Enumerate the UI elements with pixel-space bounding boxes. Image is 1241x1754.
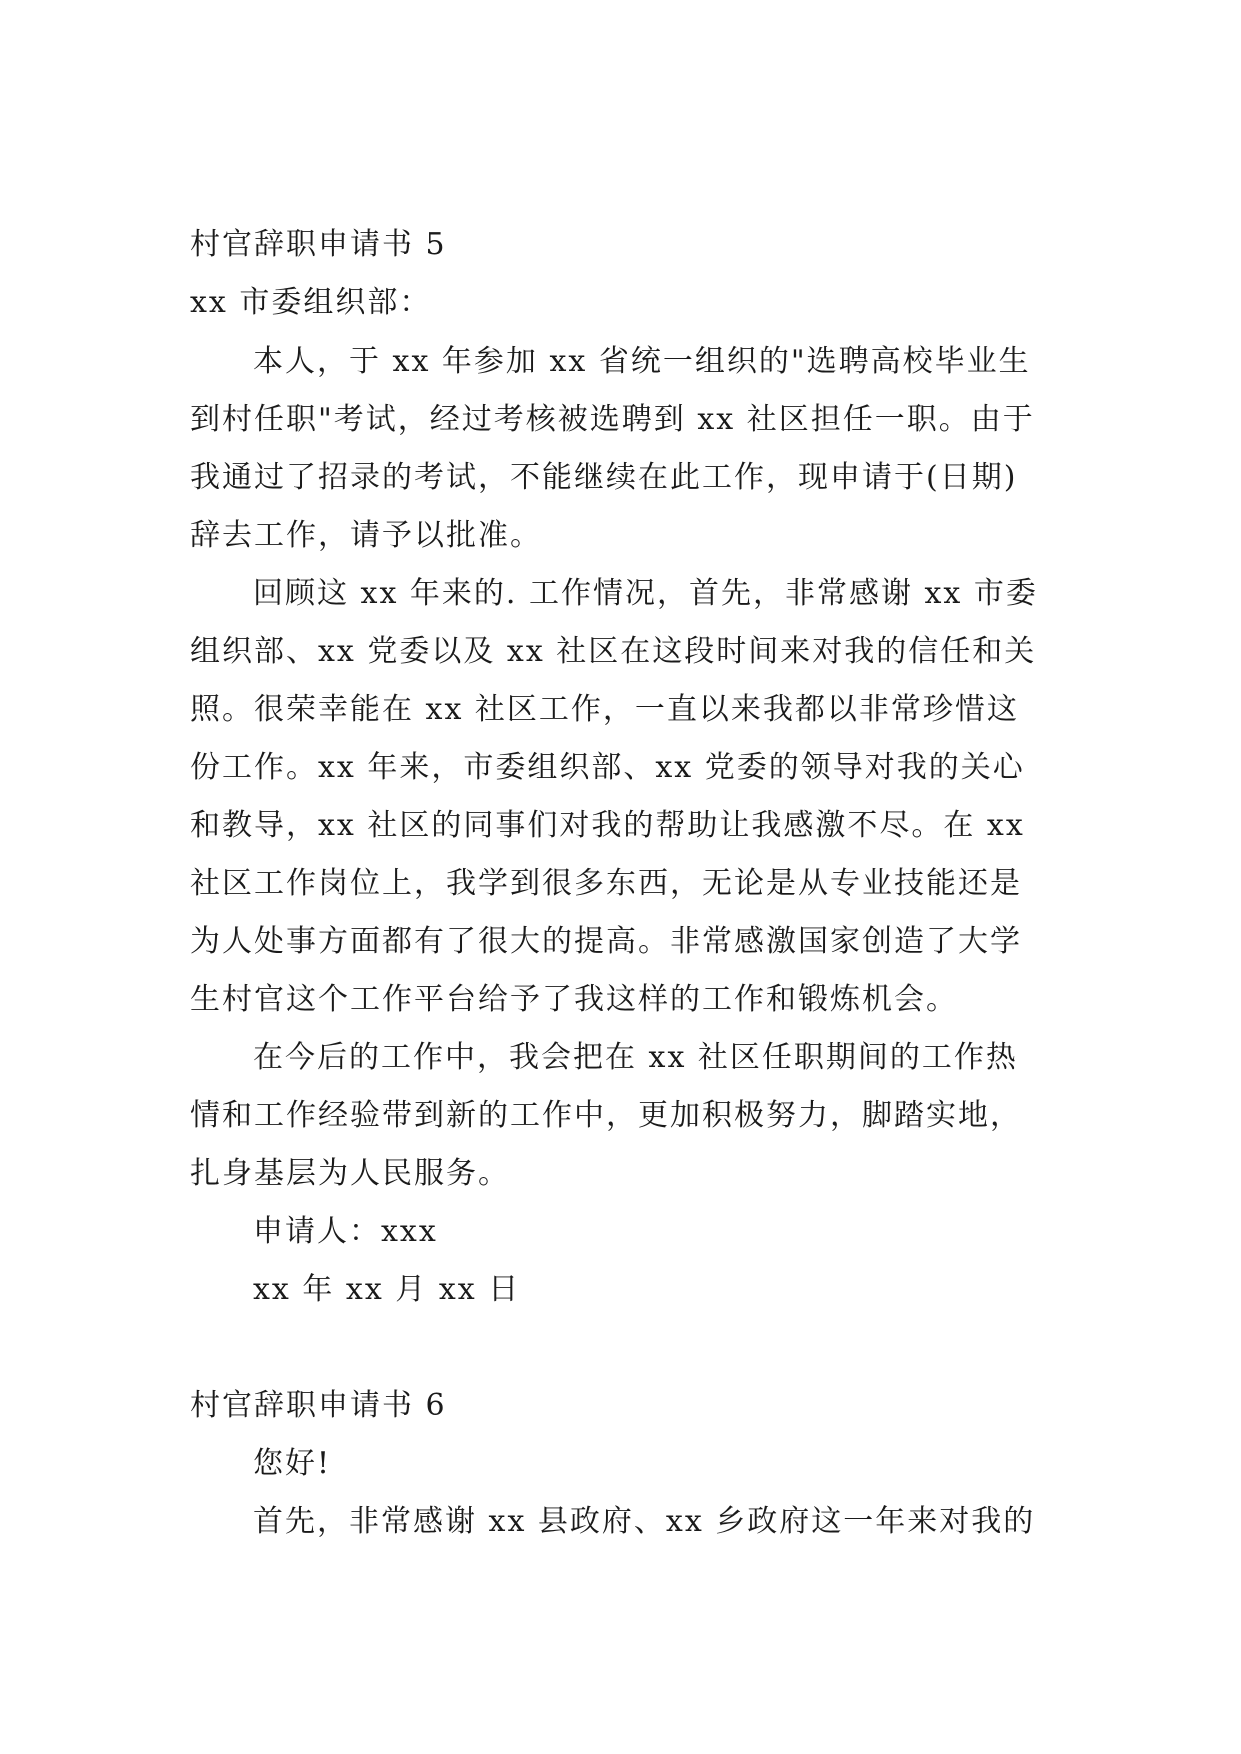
salutation: xx 市委组织部：	[190, 285, 432, 320]
paragraph-line: 情和工作经验带到新的工作中，更加积极努力，脚踏实地，	[190, 1098, 1022, 1133]
section-5-title: 村官辞职申请书 5	[190, 227, 447, 262]
section-6-title: 村官辞职申请书 6	[190, 1388, 447, 1423]
paragraph-line: 首先，非常感谢 xx 县政府、xx 乡政府这一年来对我的	[253, 1504, 1036, 1539]
paragraph-line: 我通过了招录的考试，不能继续在此工作，现申请于(日期)	[190, 460, 1018, 495]
paragraph-line: 生村官这个工作平台给予了我这样的工作和锻炼机会。	[190, 982, 958, 1017]
paragraph-line: 和教导，xx 社区的同事们对我的帮助让我感激不尽。在 xx	[190, 808, 1025, 843]
date: xx 年 xx 月 xx 日	[253, 1272, 521, 1307]
paragraph-line: 社区工作岗位上，我学到很多东西，无论是从专业技能还是	[190, 866, 1022, 901]
paragraph-line: 辞去工作，请予以批准。	[190, 518, 542, 553]
paragraph-line: 在今后的工作中，我会把在 xx 社区任职期间的工作热	[253, 1040, 1018, 1075]
paragraph-line: 为人处事方面都有了很大的提高。非常感激国家创造了大学	[190, 924, 1022, 959]
paragraph-line: 照。很荣幸能在 xx 社区工作，一直以来我都以非常珍惜这	[190, 692, 1019, 727]
paragraph-line: 回顾这 xx 年来的. 工作情况，首先，非常感谢 xx 市委	[253, 576, 1038, 611]
greeting: 您好!	[253, 1446, 332, 1481]
paragraph-line: 到村任职"考试，经过考核被选聘到 xx 社区担任一职。由于	[190, 402, 1035, 437]
paragraph-line: 本人，于 xx 年参加 xx 省统一组织的"选聘高校毕业生	[253, 344, 1031, 379]
paragraph-line: 扎身基层为人民服务。	[190, 1156, 510, 1191]
paragraph-line: 组织部、xx 党委以及 xx 社区在这段时间来对我的信任和关	[190, 634, 1037, 669]
paragraph-line: 份工作。xx 年来，市委组织部、xx 党委的领导对我的关心	[190, 750, 1025, 785]
signature: 申请人：xxx	[253, 1214, 438, 1249]
